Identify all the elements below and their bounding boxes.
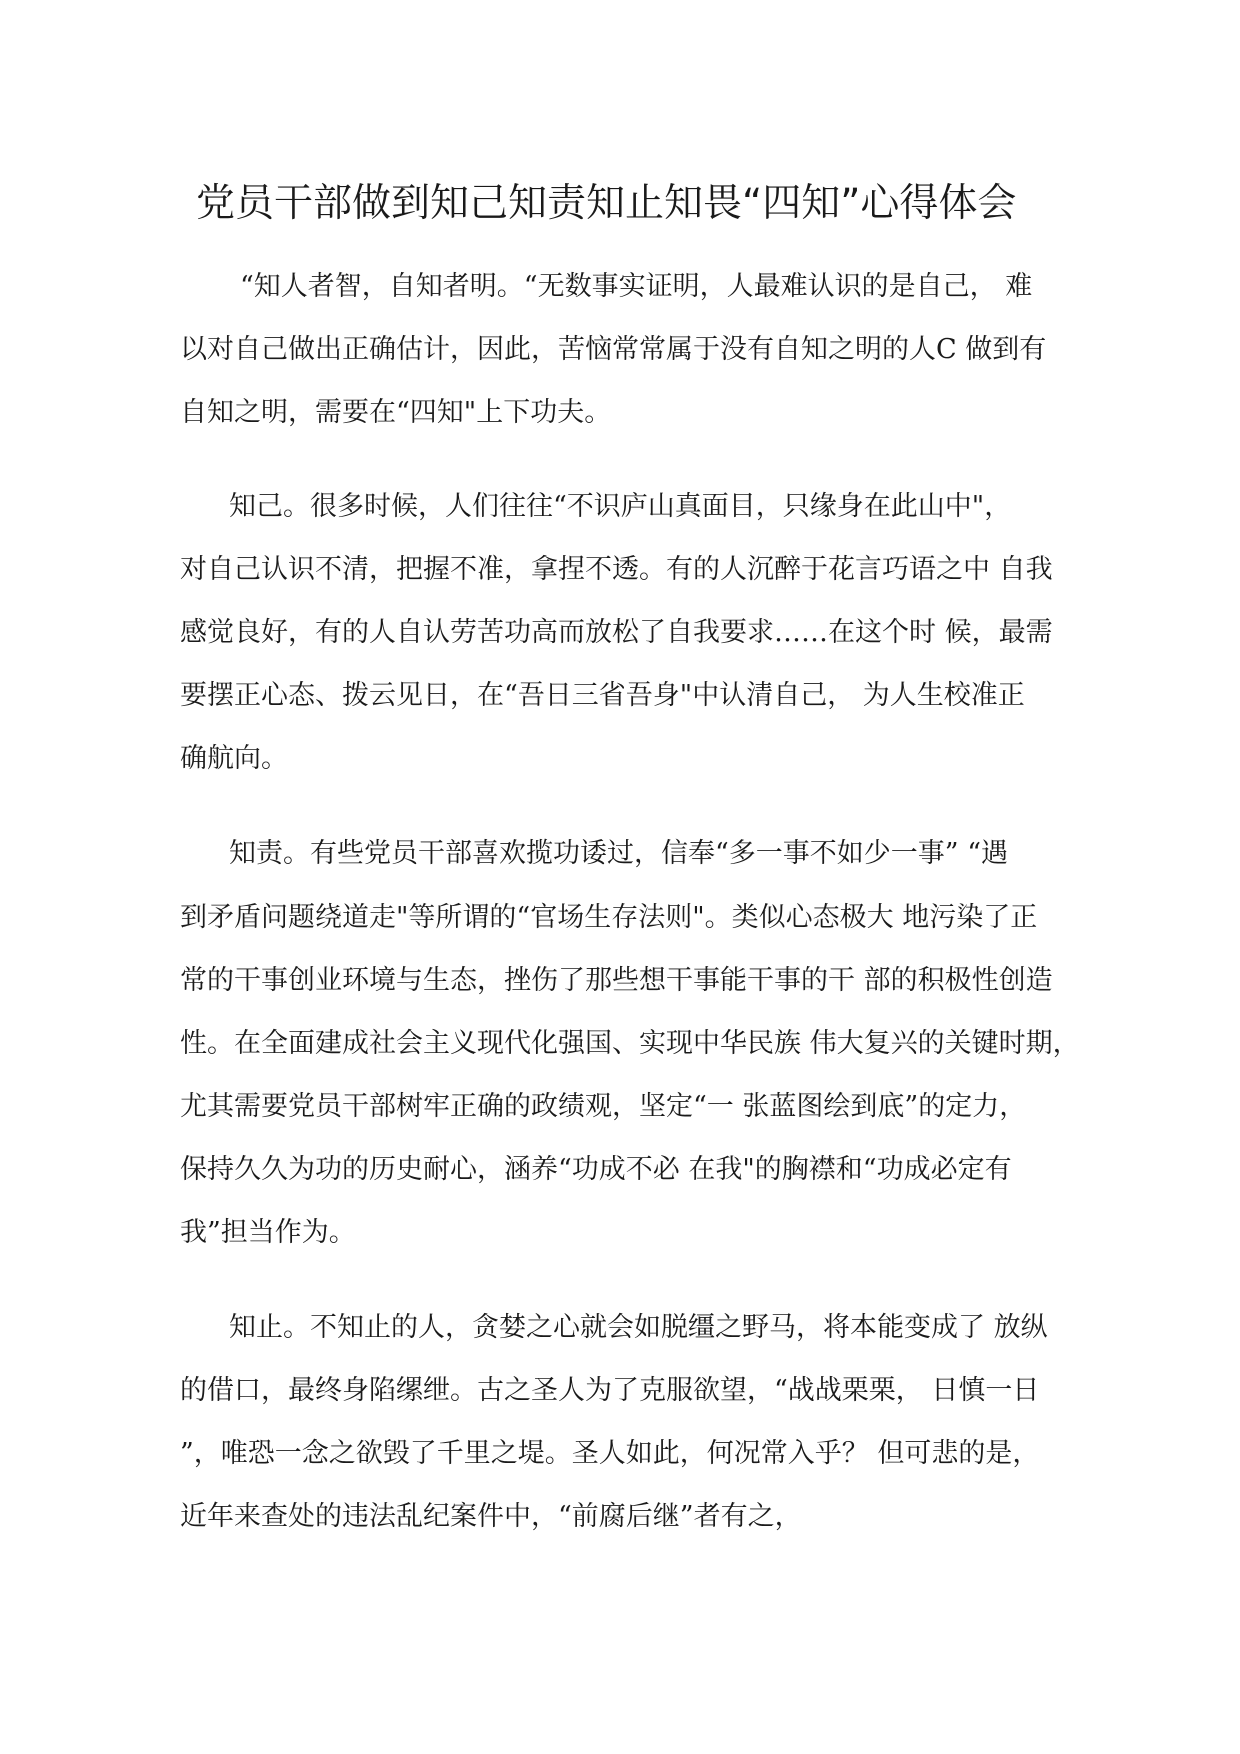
- paragraph-line: 感觉良好，有的人自认劳苦功高而放松了自我要求……在这个时 候，最需: [180, 617, 1053, 648]
- paragraph-line: 对自己认识不清，把握不准，拿捏不透。有的人沉醉于花言巧语之中 自我: [180, 554, 1053, 585]
- paragraph-line: 自知之明，需要在“四知"上下功夫。: [180, 397, 612, 428]
- document-title: 党员干部做到知己知责知止知畏“四知”心得体会: [196, 181, 1017, 226]
- paragraph-line: ”，唯恐一念之欲毁了千里之堤。圣人如此，何况常入乎？ 但可悲的是，: [180, 1438, 1040, 1469]
- paragraph-line: 常的干事创业环境与生态，挫伤了那些想干事能干事的干 部的积极性创造: [180, 965, 1053, 996]
- paragraph-line: 知己。很多时候，人们往往“不识庐山真面目，只缘身在此山中"，: [229, 491, 1012, 522]
- paragraph-line: 知止。不知止的人，贪婪之心就会如脱缰之野马，将本能变成了 放纵: [229, 1312, 1048, 1343]
- paragraph-line: 保持久久为功的历史耐心，涵养“功成不必 在我"的胸襟和“功成必定有: [180, 1154, 1012, 1185]
- paragraph-line: “知人者智，自知者明。“无数事实证明，人最难认识的是自己， 难: [240, 271, 1033, 302]
- paragraph-line: 我”担当作为。: [180, 1217, 356, 1248]
- paragraph-line: 知责。有些党员干部喜欢揽功诿过，信奉“多一事不如少一事” “遇: [229, 838, 1008, 869]
- paragraph-line: 性。在全面建成社会主义现代化强国、实现中华民族 伟大复兴的关键时期，: [180, 1028, 1080, 1059]
- paragraph-line: 尤其需要党员干部树牢正确的政绩观，坚定“一 张蓝图绘到底”的定力，: [180, 1091, 1027, 1122]
- paragraph-line: 的借口，最终身陷缧绁。古之圣人为了克服欲望，“战战栗栗， 日慎一日: [180, 1375, 1040, 1406]
- paragraph-line: 要摆正心态、拨云见日，在“吾日三省吾身"中认清自己， 为人生校准正: [180, 680, 1025, 711]
- paragraph-line: 到矛盾问题绕道走"等所谓的“官场生存法则"。类似心态极大 地污染了正: [180, 902, 1038, 933]
- paragraph-line: 以对自己做出正确估计，因此，苦恼常常属于没有自知之明的人C 做到有: [180, 334, 1047, 365]
- paragraph-line: 近年来查处的违法乱纪案件中，“前腐后继”者有之，: [180, 1501, 802, 1532]
- paragraph-line: 确航向。: [180, 743, 288, 774]
